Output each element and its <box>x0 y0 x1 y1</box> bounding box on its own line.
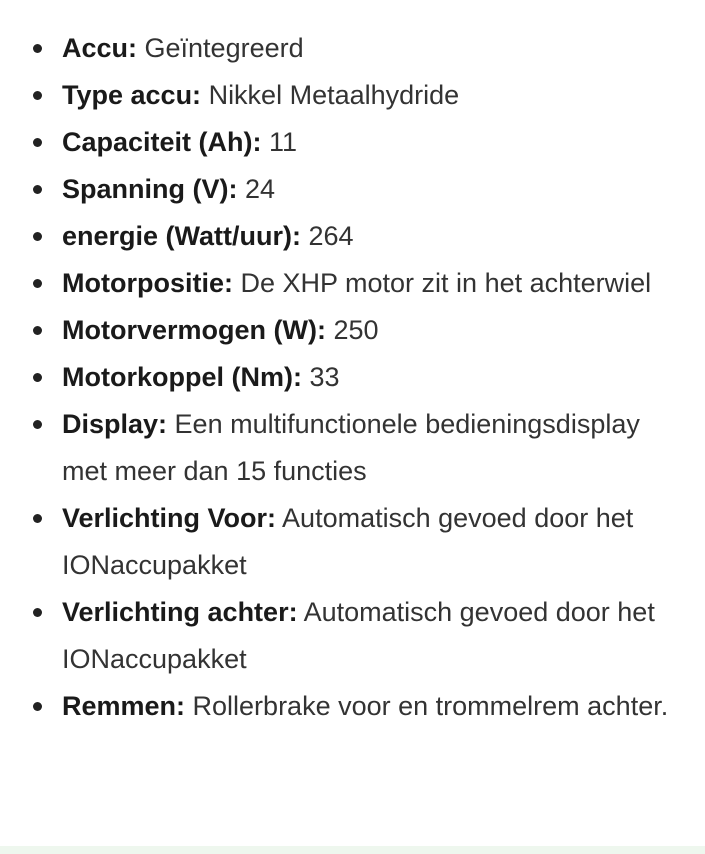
spec-item-motorpositie <box>0 260 705 307</box>
spec-label: Display: <box>62 409 168 439</box>
bullet-icon <box>33 420 42 429</box>
bullet-icon <box>33 279 42 288</box>
bottom-divider <box>0 846 705 854</box>
spec-label: Remmen: <box>62 691 186 721</box>
spec-value: Rollerbrake voor en trommelrem achter. <box>185 691 669 721</box>
spec-label: Verlichting Voor: <box>62 503 277 533</box>
spec-label: Spanning (V): <box>62 174 238 204</box>
bullet-icon <box>33 185 42 194</box>
bullet-icon <box>33 373 42 382</box>
spec-label: Type accu: <box>62 80 202 110</box>
spec-value: Automatisch gevoed door het IONaccupakket <box>62 503 634 580</box>
spec-value: Nikkel Metaalhydride <box>201 80 460 110</box>
bullet-icon <box>33 608 42 617</box>
spec-item-remmen <box>0 683 705 730</box>
spec-value: 250 <box>325 315 379 345</box>
spec-value: 33 <box>301 362 340 392</box>
spec-label: energie (Watt/uur): <box>62 221 301 251</box>
spec-value: De XHP motor zit in het achterwiel <box>232 268 652 298</box>
bullet-icon <box>33 232 42 241</box>
spec-label: Accu: <box>62 33 138 63</box>
spec-item-energie <box>0 213 705 260</box>
bullet-icon <box>33 44 42 53</box>
spec-item-spanning <box>0 166 705 213</box>
spec-item-motorkoppel <box>0 354 705 401</box>
spec-value: Automatisch gevoed door het IONaccupakket <box>62 597 655 674</box>
spec-item-accu <box>0 25 705 72</box>
spec-value: 24 <box>237 174 276 204</box>
spec-item-motorvermogen <box>0 307 705 354</box>
spec-label: Motorkoppel (Nm): <box>62 362 302 392</box>
spec-value: Geïntegreerd <box>137 33 304 63</box>
spec-value: Een multifunctionele bedieningsdisplay met meer dan 15 functies <box>62 409 640 486</box>
bullet-icon <box>33 514 42 523</box>
spec-item-display <box>0 401 705 495</box>
spec-label: Motorpositie: <box>62 268 233 298</box>
spec-item-capaciteit <box>0 119 705 166</box>
spec-item-verlichting-achter <box>0 589 705 683</box>
spec-list <box>0 25 705 730</box>
spec-content <box>0 25 705 730</box>
spec-item-verlichting-voor <box>0 495 705 589</box>
spec-item-type-accu <box>0 72 705 119</box>
spec-label: Verlichting achter: <box>62 597 298 627</box>
spec-value: 264 <box>301 221 354 251</box>
spec-label: Motorvermogen (W): <box>62 315 326 345</box>
spec-label: Capaciteit (Ah): <box>62 127 262 157</box>
spec-value: 11 <box>261 127 298 157</box>
bullet-icon <box>33 326 42 335</box>
bullet-icon <box>33 91 42 100</box>
bullet-icon <box>33 702 42 711</box>
bullet-icon <box>33 138 42 147</box>
